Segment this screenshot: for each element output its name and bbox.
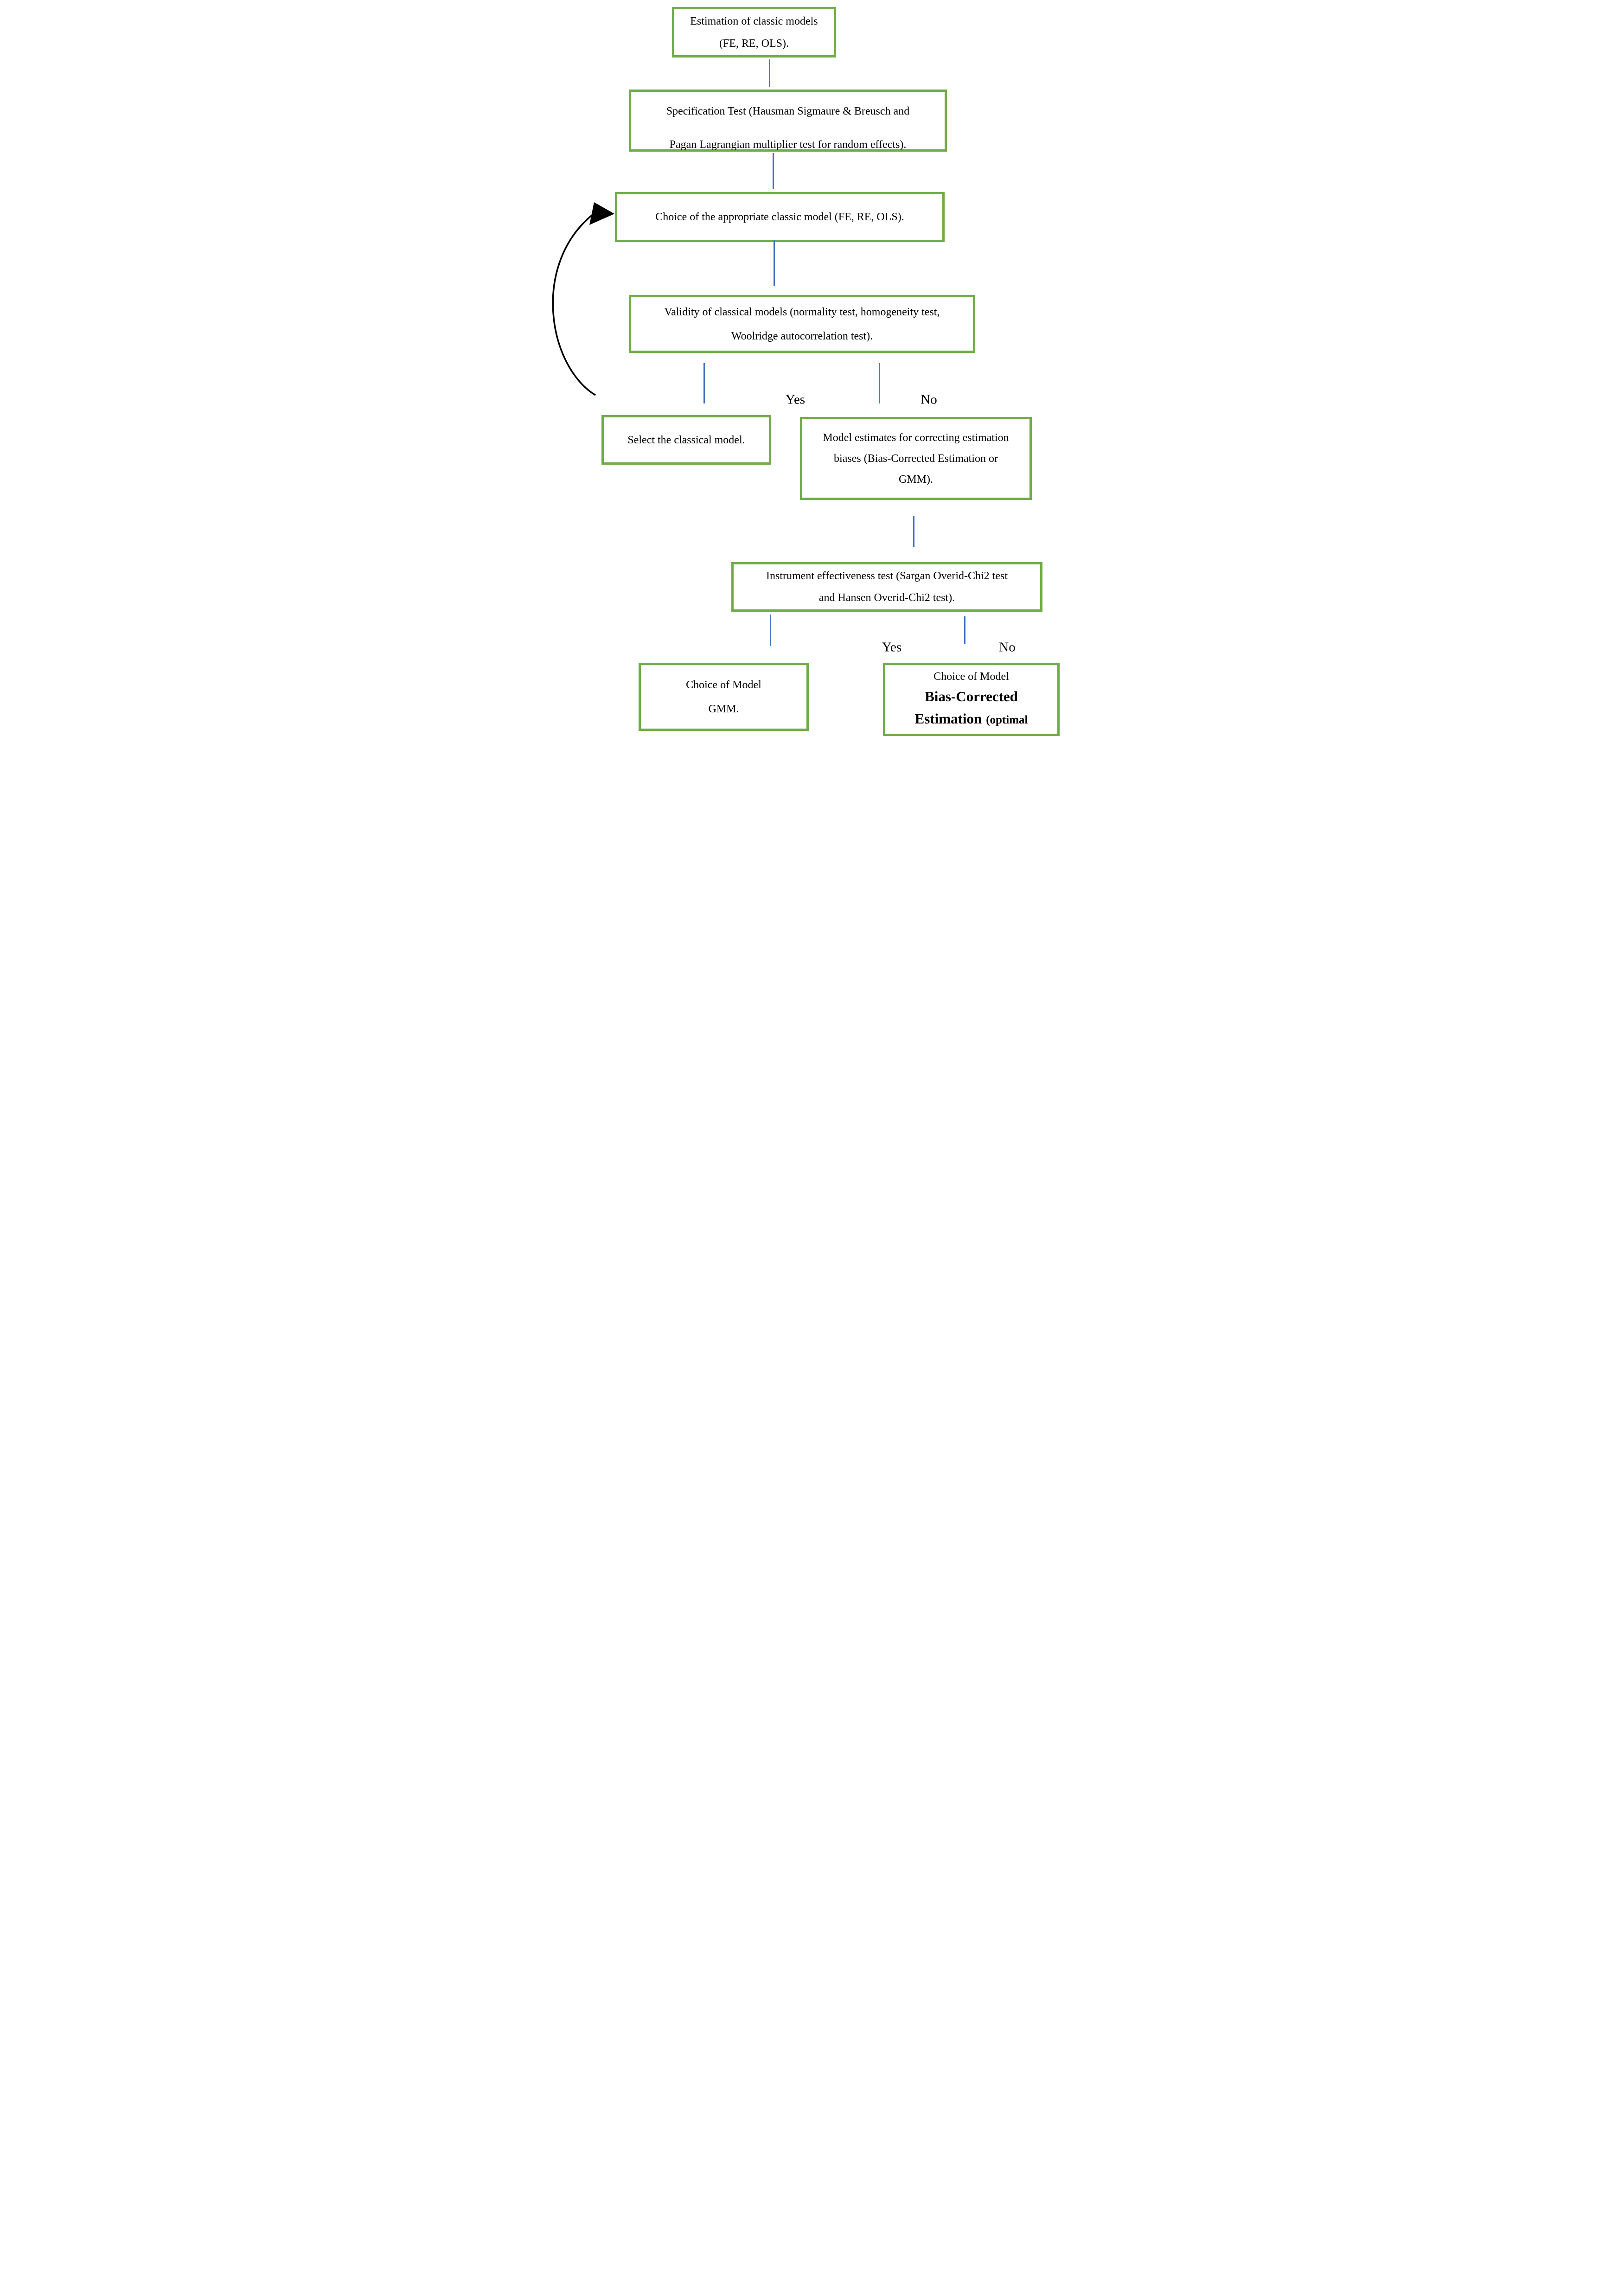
node-choice-model-bias-corrected [883, 663, 1060, 736]
connector-validity-yes-branch [703, 363, 705, 403]
node-text-line: (FE, RE, OLS). [719, 37, 789, 50]
node-text-line: Select the classical model. [627, 434, 745, 446]
node-text-line: Choice of Model [686, 678, 761, 691]
node-specification-test [629, 90, 947, 152]
connector-instrument-no-branch [964, 616, 965, 644]
connector-instrument-yes-branch [770, 614, 771, 646]
node-estimation-classic-models [672, 7, 836, 58]
connector-estimates-to-instrument-test [913, 516, 914, 547]
node-instrument-effectiveness-test [731, 562, 1042, 612]
node-text-line [915, 710, 1028, 729]
node-text-line: Instrument effectiveness test (Sargan Overid-Chi2 test [766, 570, 1008, 582]
node-text-line: Choice of Model [933, 670, 1009, 683]
connector-specification-to-choice [773, 153, 774, 189]
feedback-loop-arrowhead-icon [589, 202, 614, 225]
node-text-line: Estimation of classic models [690, 15, 818, 27]
flowchart-canvas [541, 0, 1083, 757]
edge-label-validity-yes: Yes [785, 392, 806, 407]
feedback-loop-curve [553, 214, 595, 395]
node-text-line: biases (Bias-Corrected Estimation or [834, 452, 998, 465]
node-validity-classical-models [629, 295, 975, 353]
connector-validity-no-branch [879, 363, 880, 403]
edge-label-instrument-no: No [999, 640, 1016, 655]
feedback-loop-arrow [541, 199, 634, 408]
node-text-line: Specification Test (Hausman Sigmaure & Breusch and [666, 105, 910, 117]
node-text-line: Choice of the appropriate classic model (FE, RE, OLS). [655, 211, 904, 223]
node-choice-model-gmm [639, 663, 809, 731]
node-text-line: Model estimates for correcting estimation [823, 431, 1009, 444]
node-text-line: Woolridge autocorrelation test). [731, 330, 873, 342]
node-choice-appropriate-classic-model [615, 192, 945, 242]
node-text-line: GMM). [898, 473, 933, 486]
node-text-segment: (optimal [986, 713, 1028, 726]
edge-label-validity-no: No [921, 392, 937, 407]
node-text-line: and Hansen Overid-Chi2 test). [818, 592, 955, 604]
connector-choice-to-validity [774, 240, 775, 286]
node-bias-correction-estimates [800, 417, 1032, 500]
node-text-line: Pagan Lagrangian multiplier test for random effects). [669, 139, 907, 151]
node-text-line: Validity of classical models (normality test, homogeneity test, [664, 306, 940, 318]
node-text-line: GMM. [708, 703, 739, 715]
edge-label-instrument-yes: Yes [882, 640, 902, 655]
connector-estimation-to-specification [769, 59, 770, 87]
node-text-segment: Estimation [914, 710, 982, 727]
node-text-line: Bias-Corrected [925, 688, 1018, 704]
node-select-classical-model [601, 415, 771, 465]
